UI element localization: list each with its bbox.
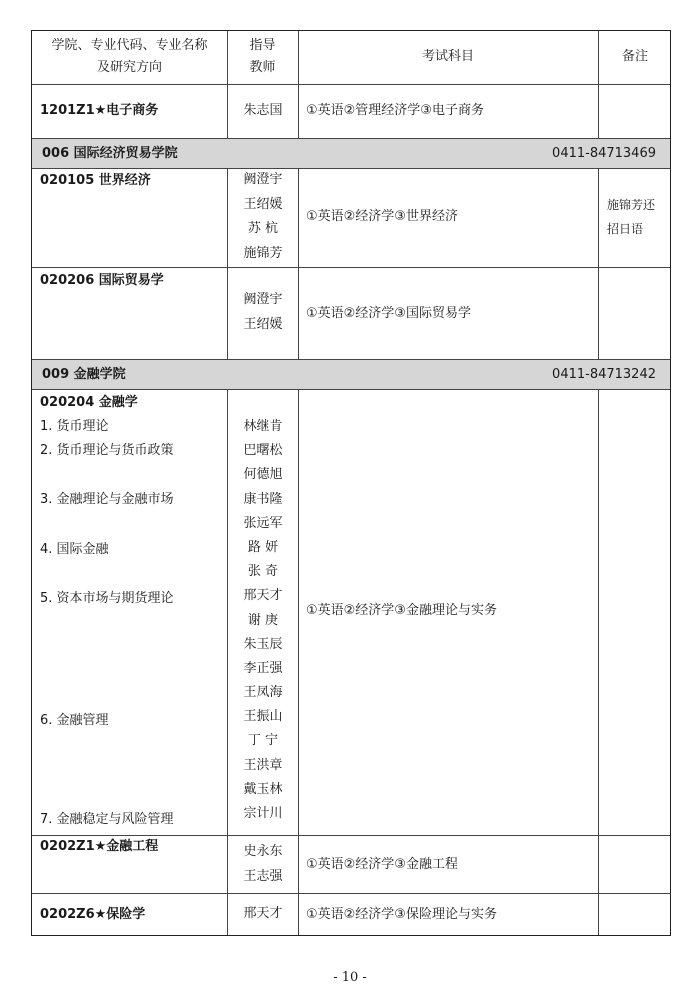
admissions-table (31, 30, 671, 936)
teacher-name: 路 妍 (247, 539, 279, 555)
exam-fin-eng: ①英语②经济学③金融工程 (306, 857, 458, 872)
direction-7: 7. 金融稳定与风险管理 (40, 812, 174, 827)
teachers-insurance (227, 902, 299, 927)
teacher-name: 王凤海 (243, 685, 283, 701)
teachers-intl-trade (227, 288, 299, 337)
major-world-economy: 020105 世界经济 (40, 173, 151, 188)
teacher-name: 邢天才 (243, 906, 283, 921)
row-divider (32, 835, 670, 836)
teacher-name: 巴曙松 (243, 443, 283, 459)
teacher-name: 康书隆 (243, 491, 283, 507)
teacher-name: 王绍媛 (243, 316, 283, 332)
exam-finance: ①英语②经济学③金融理论与实务 (306, 603, 497, 618)
direction-4: 4. 国际金融 (40, 542, 109, 557)
exam-world-economy: ①英语②经济学③世界经济 (306, 209, 458, 224)
header-col2-line2: 教师 (249, 60, 276, 75)
teachers-world-economy (227, 168, 299, 266)
teacher-name: 谢 庚 (247, 612, 279, 628)
major-finance: 020204 金融学 (40, 395, 138, 410)
teacher-name: 朱志国 (243, 103, 283, 118)
direction-5: 5. 资本市场与期货理论 (40, 591, 174, 606)
major-insurance: 0202Z6★保险学 (40, 907, 146, 922)
note-world-economy-2: 招日语 (607, 222, 644, 236)
teacher-name: 苏 杭 (247, 221, 279, 236)
col-divider-3b (598, 168, 599, 359)
major-ecommerce: 1201Z1★电子商务 (40, 103, 159, 118)
note-world-economy-1: 施锦芳还 (607, 198, 656, 212)
row-divider (32, 267, 670, 268)
teachers-fin-eng (227, 840, 299, 889)
school-006-name: 006 国际经济贸易学院 (42, 146, 178, 161)
teacher-name: 张 奇 (247, 564, 279, 580)
page-number: - 10 - (333, 970, 367, 985)
school-009-phone: 0411-84713242 (552, 367, 656, 382)
header-col1 (32, 35, 227, 79)
row-divider (32, 84, 670, 85)
direction-6: 6. 金融管理 (40, 713, 109, 728)
header-col1-line1: 学院、专业代码、专业名称 (51, 38, 208, 53)
row-divider (32, 359, 670, 360)
school-009-name: 009 金融学院 (42, 367, 126, 382)
direction-1: 1. 货币理论 (40, 419, 109, 434)
teachers-ecommerce (227, 99, 299, 124)
teacher-name: 朱玉辰 (243, 636, 283, 652)
teachers-finance (227, 415, 299, 826)
teacher-name: 戴玉林 (243, 781, 283, 797)
teacher-name: 何德旭 (243, 467, 283, 483)
major-fin-eng: 0202Z1★金融工程 (40, 839, 159, 854)
row-divider (32, 168, 670, 169)
teacher-name: 阙澄宇 (243, 172, 283, 187)
teacher-name: 王绍媛 (243, 196, 283, 212)
header-col4: 备注 (621, 49, 648, 64)
teacher-name: 丁 宁 (247, 733, 279, 749)
col-divider-3c (598, 389, 599, 935)
exam-ecommerce: ①英语②管理经济学③电子商务 (306, 103, 484, 118)
teacher-name: 王振山 (243, 709, 283, 725)
teacher-name: 李正强 (243, 660, 283, 676)
direction-2: 2. 货币理论与货币政策 (40, 443, 174, 458)
teacher-name: 阙澄宇 (243, 292, 283, 307)
exam-insurance: ①英语②经济学③保险理论与实务 (306, 907, 497, 922)
exam-intl-trade: ①英语②经济学③国际贸易学 (306, 306, 471, 321)
header-col3: 考试科目 (421, 49, 474, 64)
header-col2-line1: 指导 (249, 38, 276, 53)
row-divider (32, 389, 670, 390)
row-divider (32, 893, 670, 894)
major-intl-trade: 020206 国际贸易学 (40, 273, 164, 288)
direction-3: 3. 金融理论与金融市场 (40, 492, 174, 507)
row-divider (32, 138, 670, 139)
teacher-name: 史永东 (243, 844, 283, 859)
teacher-name: 宗计川 (243, 806, 283, 821)
teacher-name: 王志强 (243, 868, 283, 884)
teacher-name: 邢天才 (243, 588, 283, 604)
header-col1-line2: 及研究方向 (96, 60, 162, 75)
teacher-name: 张远军 (243, 515, 283, 531)
teacher-name: 王洪章 (243, 757, 283, 773)
teacher-name: 施锦芳 (243, 245, 283, 261)
school-006-phone: 0411-84713469 (552, 146, 656, 161)
teacher-name: 林继肯 (243, 419, 283, 434)
header-col2 (227, 35, 298, 79)
